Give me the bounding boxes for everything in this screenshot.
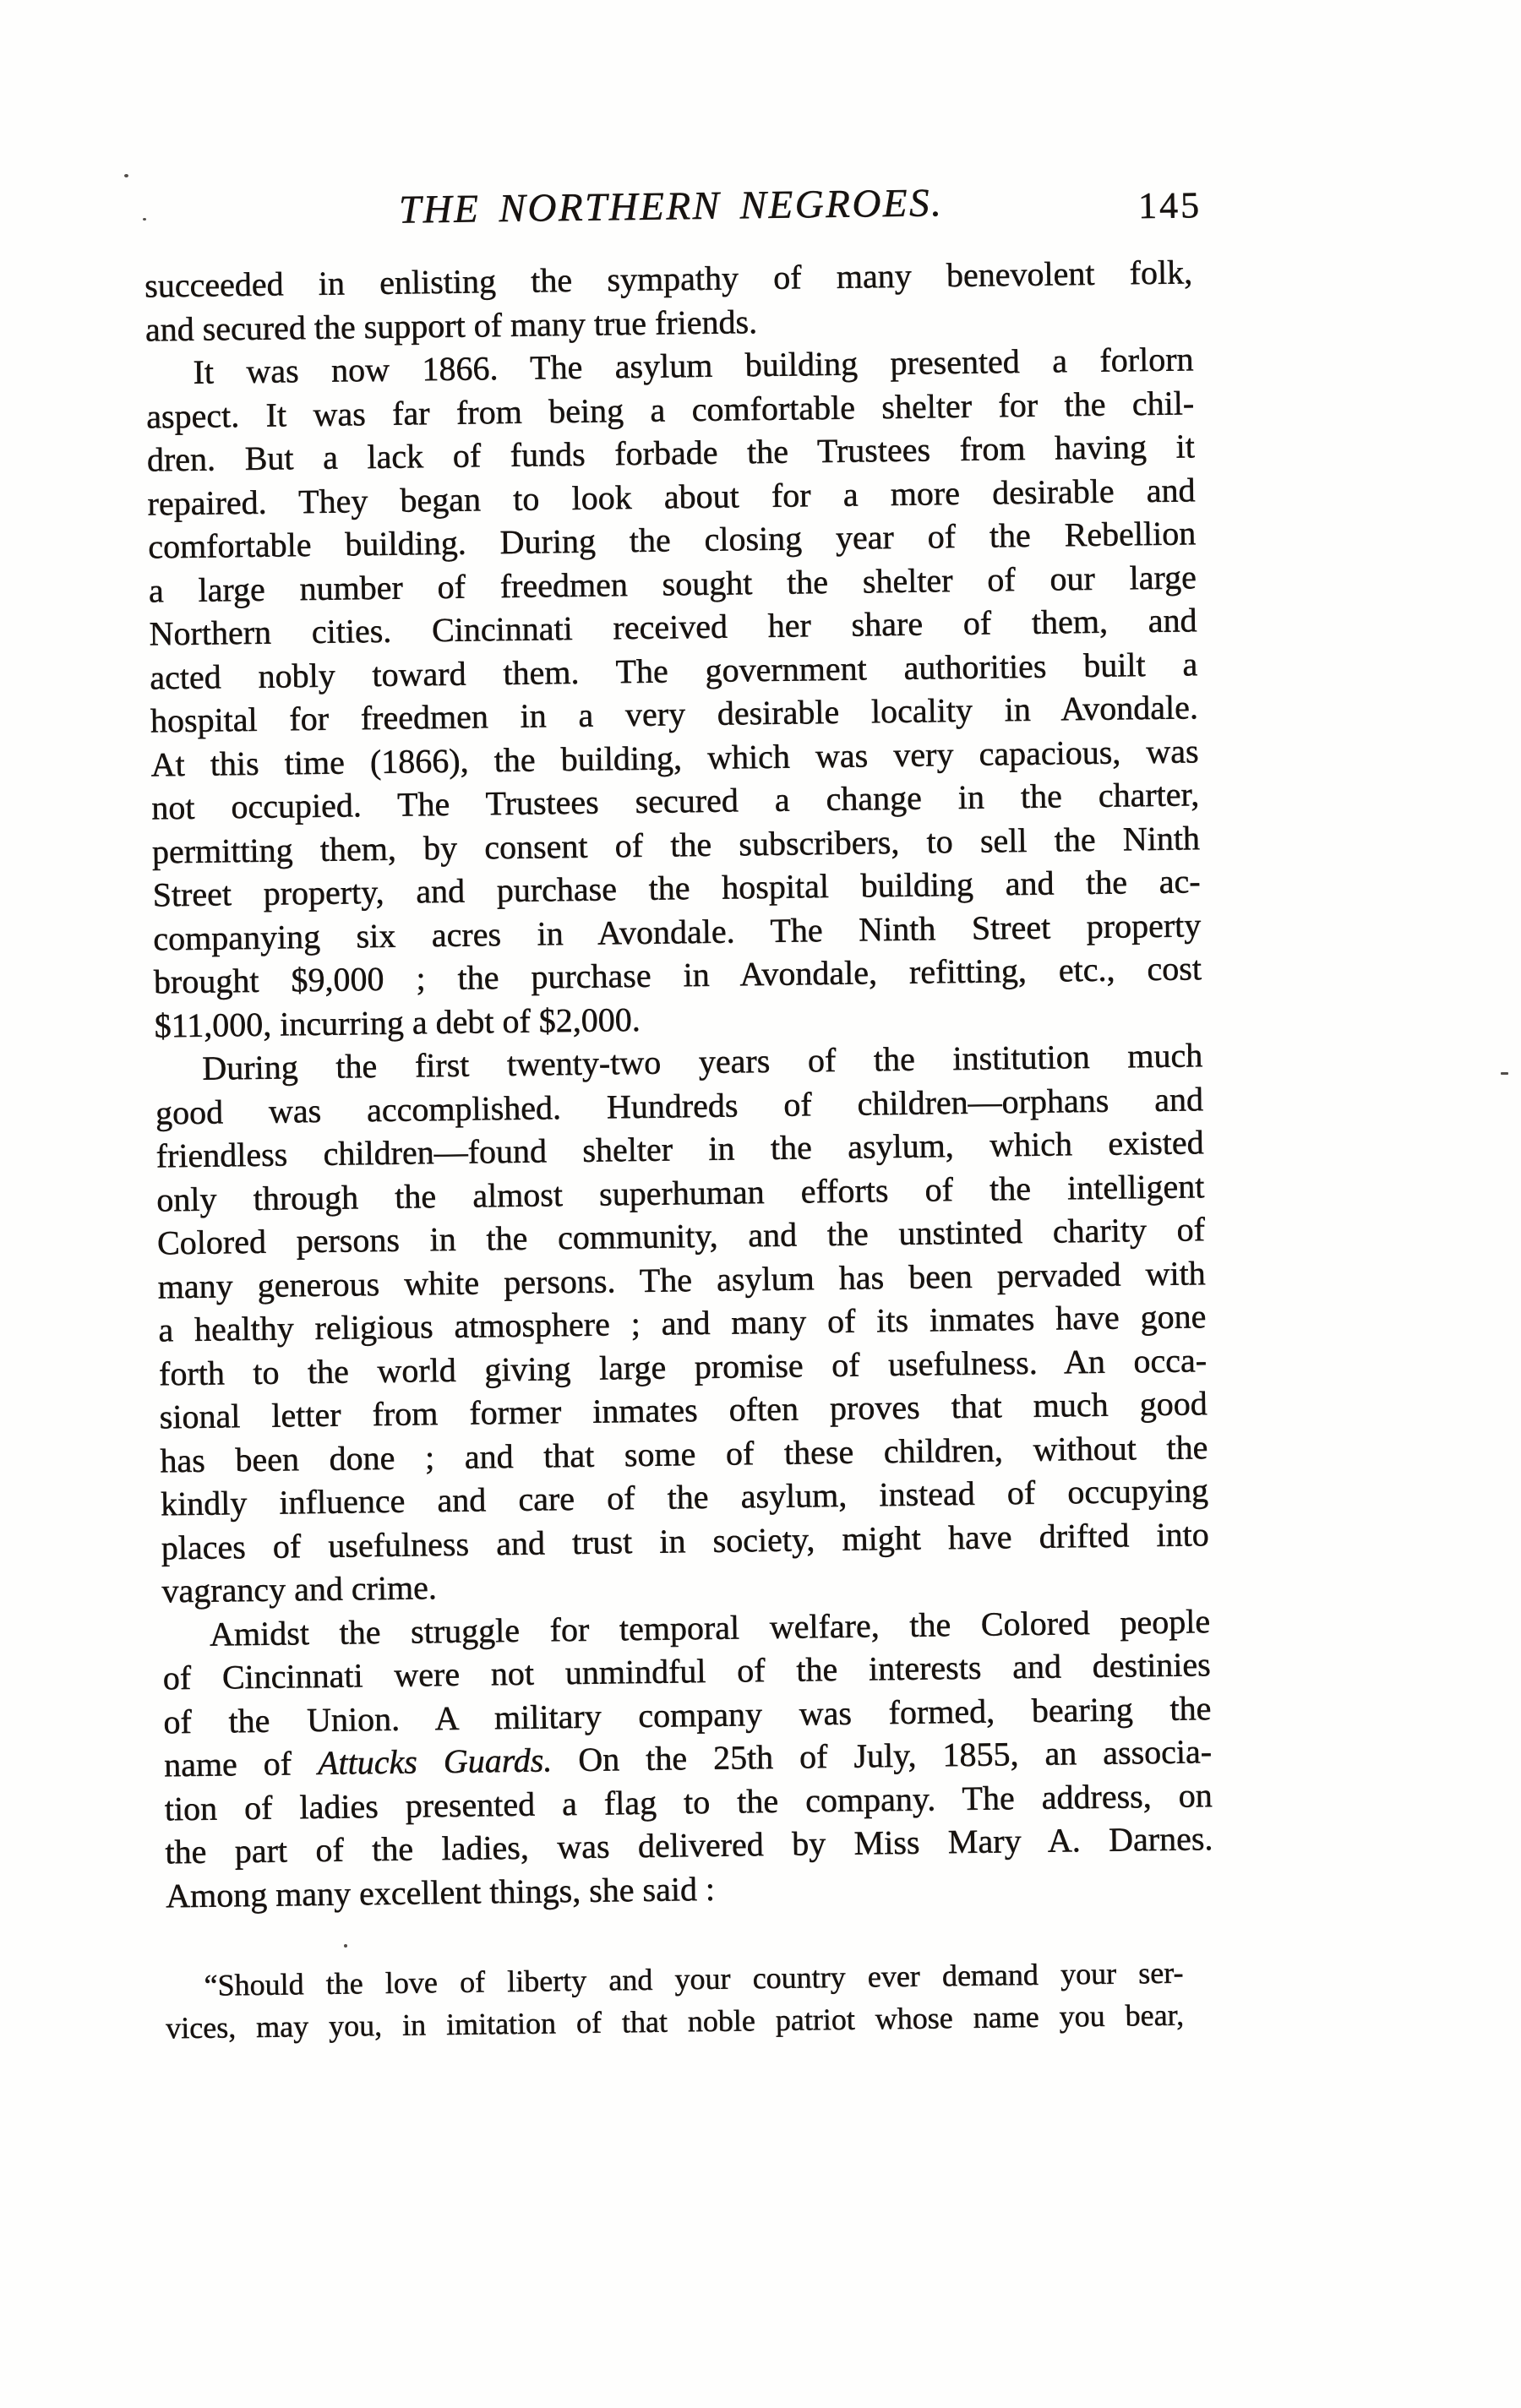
text-line: has been done ; and that some of these children, without the [160,1427,1208,1479]
text-line: of Cincinnati were not unmindful of the interests and destinies [162,1645,1211,1697]
text-line: Street property, and purchase the hospital building and the ac- [152,862,1201,914]
text-line: only through the almost superhuman efforts of the intelligent [156,1166,1205,1218]
text-line: sional letter from former inmates often proves that much good [159,1384,1208,1436]
quoted-address-block [165,1952,1184,2050]
text-line: Among many excellent things, she said : [165,1869,716,1915]
text-segment: name of [163,1744,319,1784]
text-line: companying six acres in Avondale. The Ninth Street property [153,905,1202,957]
text-line: a healthy religious atmosphere ; and many of its inmates have gone [158,1297,1207,1349]
text-line: a large number of freedmen sought the shelter of our large [148,557,1197,610]
scan-speck [344,1944,347,1948]
text-line: dren. But a lack of funds forbade the Trustees from having it [146,427,1196,479]
text-line: succeeded in enlisting the sympathy of many benevolent folk, [144,253,1193,305]
text-line: comfortable building. During the closing year of the Rebellion [147,514,1197,566]
quote-line: “Should the love of liberty and your country ever demand your ser- [204,1955,1184,2002]
scan-speck [143,218,146,221]
text-line: and secured the support of many true friends. [144,302,758,349]
text-line: $11,000, incurring a debt of $2,000. [154,1000,641,1044]
scan-speck [1501,1072,1508,1075]
running-header-title: THE NORTHERN NEGROES. [398,181,944,232]
text-line: not occupied. The Trustees secured a change in the charter, [151,775,1200,827]
text-line: many generous white persons. The asylum has been pervaded with [157,1253,1206,1305]
text-line: At this time (1866), the building, which was very capacious, was [150,731,1199,783]
text-line: the part of the ladies, was delivered by Miss Mary A. Darnes. [165,1819,1213,1871]
text-line: brought $9,000 ; the purchase in Avondale, refitting, etc., cost [153,949,1202,1001]
page-body [144,250,1214,1917]
text-line: places of usefulness and trust in society, might have drifted into [161,1514,1209,1566]
page-number: 145 [1137,184,1202,227]
text-line: acted nobly toward them. The government authorities built a [149,644,1198,697]
text-segment: On the 25th of July, 1855, an associa- [552,1732,1213,1779]
text-line: It was now 1866. The asylum building presented a forlorn [193,340,1194,391]
text-line: kindly influence and care of the asylum, instead of occupying [160,1471,1209,1523]
italic-text-segment: Attucks Guards. [317,1741,553,1783]
text-line: forth to the world giving large promise of usefulness. An occa- [158,1340,1208,1392]
text-line: permitting them, by consent of the subscribers, to sell the Ninth [151,818,1201,870]
quote-line: vices, may you, in imitation of that noble patriot whose name you bear, [165,1997,1185,2046]
text-line: Colored persons in the community, and the unstinted charity of [156,1210,1206,1262]
text-line: During the first twenty-two years of the institution much [202,1036,1203,1087]
text-line: of the Union. A military company was formed, bearing the [163,1688,1212,1741]
text-line: good was accomplished. Hundreds of children—orphans and [155,1079,1204,1131]
text-line: repaired. They began to look about for a more desirable and [147,470,1196,523]
text-line: Amidst the struggle for temporal welfare, the Colored people [209,1601,1211,1653]
scan-speck [124,174,128,177]
text-line: Northern cities. Cincinnati received her share of them, and [149,601,1197,653]
text-line: tion of ladies presented a flag to the company. The address, on [164,1775,1213,1828]
text-line: vagrancy and crime. [161,1568,438,1610]
text-line: friendless children—found shelter in the asylum, which existed [155,1123,1204,1175]
text-line: aspect. It was far from being a comfortable shelter for the chil- [145,383,1195,436]
text-line: hospital for freedmen in a very desirable locality in Avondale. [150,688,1199,740]
